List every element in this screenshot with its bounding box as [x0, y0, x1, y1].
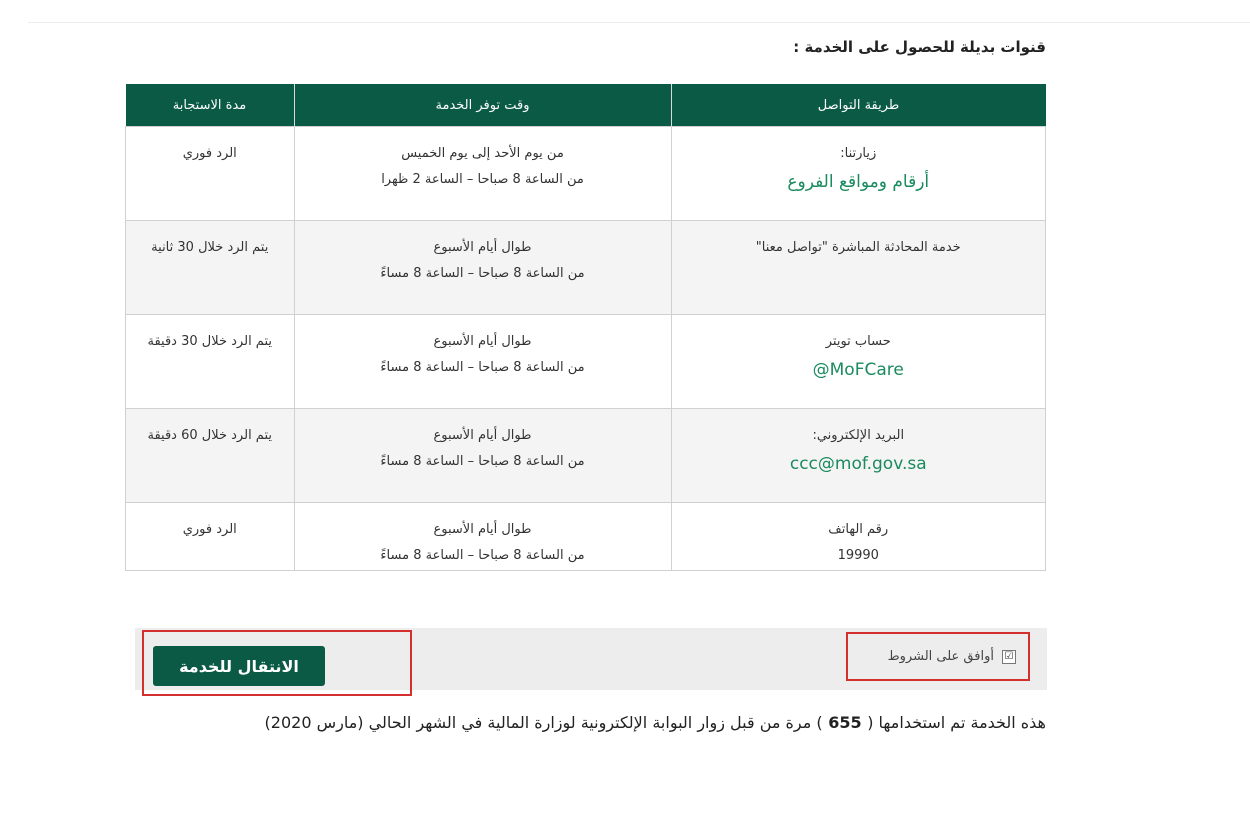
header-response: مدة الاستجابة [126, 84, 295, 127]
cell-method [671, 127, 1046, 221]
header-method: طريقة التواصل [671, 84, 1046, 127]
channels-table [125, 84, 1046, 571]
time-line-1: طوال أيام الأسبوع [433, 522, 532, 537]
table-row [126, 409, 1046, 503]
cell-time [294, 221, 671, 315]
method-label: زيارتنا: [840, 146, 877, 161]
method-label: حساب تويتر [825, 334, 891, 349]
section-title: قنوات بديلة للحصول على الخدمة : [793, 38, 1046, 56]
twitter-link[interactable]: MoFCare@ [812, 360, 904, 380]
branches-link[interactable]: أرقام ومواقع الفروع [787, 172, 930, 192]
cell-response: يتم الرد خلال 30 ثانية [126, 221, 295, 315]
time-line-1: طوال أيام الأسبوع [433, 428, 532, 443]
agree-label: أوافق على الشروط [887, 649, 994, 664]
table-row [126, 127, 1046, 221]
cell-response: يتم الرد خلال 60 دقيقة [126, 409, 295, 503]
time-line-2: من الساعة 8 صباحا – الساعة 2 ظهرا [381, 172, 584, 187]
table-row [126, 503, 1046, 571]
cell-time [294, 315, 671, 409]
header-time: وقت توفر الخدمة [294, 84, 671, 127]
cell-time [294, 127, 671, 221]
cell-response: الرد فوري [126, 127, 295, 221]
cell-method [671, 503, 1046, 571]
table-row [126, 315, 1046, 409]
cell-method [671, 315, 1046, 409]
go-to-service-button[interactable]: الانتقال للخدمة [153, 646, 325, 686]
method-label: رقم الهاتف [828, 522, 889, 537]
action-bar [135, 628, 1047, 690]
time-line-1: طوال أيام الأسبوع [433, 240, 532, 255]
phone-number: 19990 [837, 548, 879, 563]
time-line-2: من الساعة 8 صباحا – الساعة 8 مساءً [380, 266, 585, 281]
usage-suffix: ) مرة من قبل زوار البوابة الإلكترونية لوزارة المالية في الشهر الحالي (مارس 2020) [264, 713, 823, 732]
method-label: خدمة المحادثة المباشرة "تواصل معنا" [755, 240, 961, 255]
agree-checkbox[interactable]: ☑ [1002, 650, 1016, 664]
time-line-1: من يوم الأحد إلى يوم الخميس [401, 146, 564, 161]
time-line-2: من الساعة 8 صباحا – الساعة 8 مساءً [380, 548, 585, 563]
table-row [126, 221, 1046, 315]
go-button-highlight [142, 630, 412, 696]
time-line-1: طوال أيام الأسبوع [433, 334, 532, 349]
email-link[interactable]: ccc@mof.gov.sa [789, 454, 927, 474]
usage-prefix: هذه الخدمة تم استخدامها ( [867, 713, 1046, 732]
time-line-2: من الساعة 8 صباحا – الساعة 8 مساءً [380, 454, 585, 469]
cell-response: يتم الرد خلال 30 دقيقة [126, 315, 295, 409]
cell-time [294, 409, 671, 503]
cell-method [671, 221, 1046, 315]
cell-time [294, 503, 671, 571]
table-header-row [126, 84, 1046, 127]
cell-method [671, 409, 1046, 503]
cell-response: الرد فوري [126, 503, 295, 571]
usage-count: 655 [822, 713, 868, 732]
method-label: البريد الإلكتروني: [812, 428, 905, 443]
usage-statement [134, 708, 1046, 738]
agree-terms-highlight [846, 632, 1030, 681]
time-line-2: من الساعة 8 صباحا – الساعة 8 مساءً [380, 360, 585, 375]
